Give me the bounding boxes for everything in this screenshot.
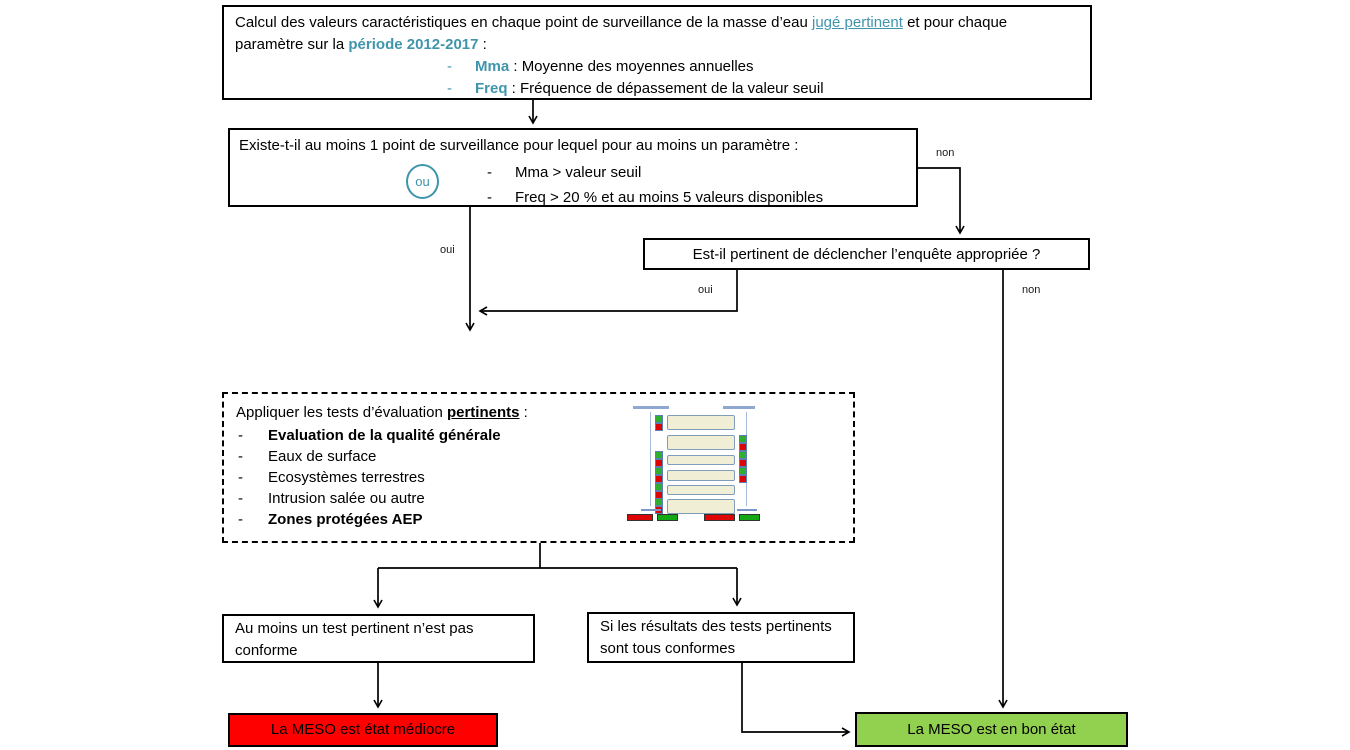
connector-non-to-enquete — [917, 168, 960, 233]
thumbnail-step — [667, 485, 735, 495]
connector-pass-to-good — [742, 663, 849, 732]
thumbnail-tick — [737, 509, 757, 511]
result-bad-status-box — [228, 713, 498, 747]
period-text: période 2012-2017 — [348, 36, 479, 53]
enquete-question-text: Est-il pertinent de déclencher l’enquête appropriée ? — [692, 246, 1041, 263]
list-item — [487, 160, 907, 185]
test-pass-text: Si les résultats des tests pertinents sont tous conformes — [600, 618, 832, 657]
thumbnail-flag — [739, 451, 747, 459]
thumbnail-flag — [655, 467, 663, 475]
thumbnail-tick — [641, 509, 661, 511]
label-oui-left: oui — [440, 244, 455, 256]
enquete-question-box — [643, 238, 1090, 270]
thumbnail-step — [667, 435, 735, 450]
tests-title-text: Appliquer les tests d’évaluation — [236, 404, 447, 421]
thumbnail-result-good — [739, 514, 760, 521]
dash-bullet: - — [238, 490, 243, 507]
calc-definitions-list — [447, 56, 1079, 100]
exists-question-title: Existe-t-il au moins 1 point de surveillance pour lequel pour au moins un paramètre : — [239, 137, 799, 154]
or-circle — [406, 164, 439, 199]
list-item — [487, 185, 907, 210]
test-zones-aep: Zones protégées AEP — [268, 511, 423, 528]
condition-mma: Mma > valeur seuil — [515, 164, 642, 181]
exists-question-box — [228, 128, 918, 207]
thumbnail-flag — [655, 498, 663, 506]
label-non-right: non — [1022, 284, 1041, 296]
thumbnail-step — [667, 470, 735, 481]
test-pass-box — [587, 612, 855, 663]
calc-text-2: et pour chaque paramètre sur la — [235, 14, 1008, 53]
list-item — [447, 78, 1079, 100]
result-good-status-box — [855, 712, 1128, 747]
thumbnail-step — [667, 415, 735, 430]
thumbnail-line — [650, 412, 651, 506]
term-freq: Freq — [475, 80, 508, 97]
label-oui-mid: oui — [698, 284, 713, 296]
thumbnail-result-good — [657, 514, 678, 521]
embedded-tests-thumbnail — [627, 403, 769, 527]
calc-colon: : — [478, 36, 487, 53]
label-non-top: non — [936, 147, 955, 159]
thumbnail-step — [667, 499, 735, 514]
thumbnail-step — [667, 455, 735, 465]
calc-text-1: Calcul des valeurs caractéristiques en chaque point de surveillance de la masse d’eau — [235, 14, 812, 31]
test-eaux-surface: Eaux de surface — [268, 448, 377, 465]
thumbnail-flag — [739, 443, 747, 451]
dash-bullet: - — [447, 80, 452, 97]
test-qualite-generale: Evaluation de la qualité générale — [268, 427, 501, 444]
calc-values-box — [222, 5, 1092, 100]
term-mma: Mma — [475, 58, 510, 75]
thumbnail-caption-right — [723, 406, 755, 409]
dash-bullet: - — [238, 448, 243, 465]
thumbnail-flag — [739, 459, 747, 467]
thumbnail-flag — [655, 459, 663, 467]
test-ecosystemes: Ecosystèmes terrestres — [268, 469, 425, 486]
list-item — [447, 56, 1079, 78]
tests-title-colon: : — [519, 404, 528, 421]
thumbnail-result-bad — [704, 514, 735, 521]
test-intrusion-salee: Intrusion salée ou autre — [268, 490, 425, 507]
dash-bullet: - — [447, 58, 452, 75]
thumbnail-flag — [739, 467, 747, 475]
dash-bullet: - — [238, 469, 243, 486]
dash-bullet: - — [487, 164, 492, 181]
juge-pertinent-link[interactable]: jugé pertinent — [812, 14, 903, 31]
desc-mma: : Moyenne des moyennes annuelles — [509, 58, 754, 75]
dash-bullet: - — [238, 511, 243, 528]
result-bad-text: La MESO est état médiocre — [270, 721, 456, 738]
thumbnail-flag — [655, 475, 663, 483]
thumbnail-result-bad — [627, 514, 653, 521]
condition-freq: Freq > 20 % et au moins 5 valeurs disponibles — [515, 189, 824, 206]
result-good-text: La MESO est en bon état — [907, 721, 1076, 738]
thumbnail-flag — [655, 415, 663, 423]
thumbnail-flag — [739, 435, 747, 443]
thumbnail-caption-left — [633, 406, 669, 409]
test-fail-box — [222, 614, 535, 663]
test-fail-text: Au moins un test pertinent n’est pas conforme — [235, 620, 474, 659]
or-label: ou — [415, 173, 430, 189]
calc-values-text — [235, 12, 1079, 56]
thumbnail-flag — [655, 483, 663, 491]
thumbnail-flag — [655, 451, 663, 459]
thumbnail-flag — [655, 423, 663, 431]
exists-conditions-list — [487, 160, 907, 210]
desc-freq: : Fréquence de dépassement de la valeur seuil — [507, 80, 824, 97]
thumbnail-flag — [739, 475, 747, 483]
dash-bullet: - — [487, 189, 492, 206]
tests-title-emph: pertinents — [446, 404, 520, 421]
dash-bullet: - — [238, 427, 243, 444]
